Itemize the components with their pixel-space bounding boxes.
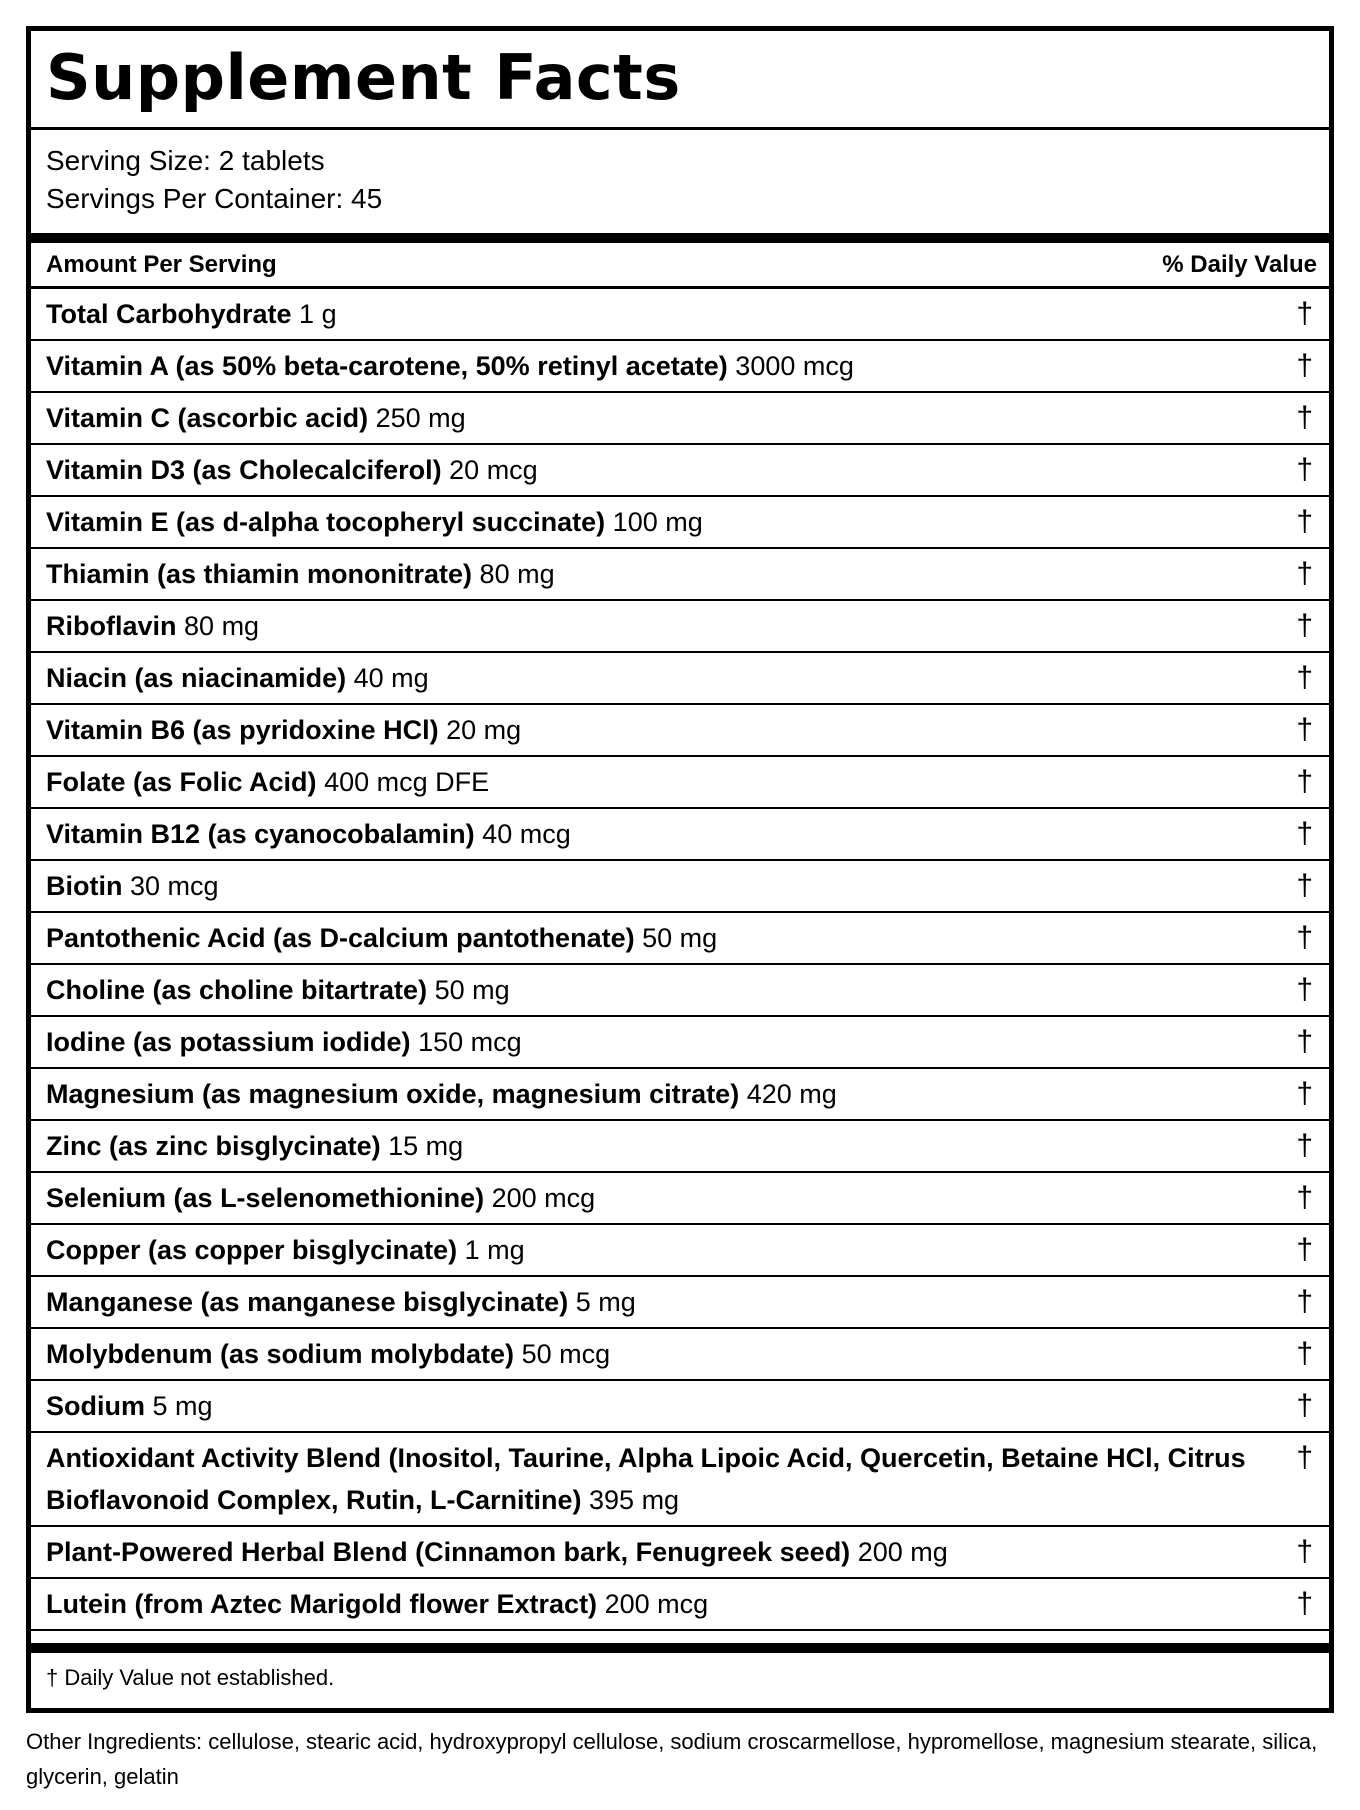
nutrient-row — [31, 653, 1329, 705]
nutrient-amount: 1 mg — [464, 1235, 525, 1265]
nutrient-text — [46, 818, 571, 850]
nutrient-name: Molybdenum (as sodium molybdate) — [46, 1339, 515, 1369]
nutrient-text — [46, 1078, 837, 1110]
nutrient-amount: 200 mcg — [491, 1183, 596, 1213]
nutrient-name: Riboflavin — [46, 611, 177, 641]
daily-value-dagger: † — [1296, 1285, 1313, 1318]
nutrient-amount: 15 mg — [388, 1131, 464, 1161]
nutrient-name: Total Carbohydrate — [46, 299, 292, 329]
thick-divider-top — [31, 233, 1329, 243]
nutrient-name: Magnesium (as magnesium oxide, magnesium citrate) — [46, 1079, 740, 1109]
nutrient-name: Vitamin C (ascorbic acid) — [46, 403, 369, 433]
daily-value-dagger: † — [1296, 297, 1313, 330]
nutrient-text — [46, 714, 521, 746]
nutrient-row — [31, 497, 1329, 549]
daily-value-dagger: † — [1296, 973, 1313, 1006]
daily-value-dagger: † — [1296, 661, 1313, 694]
nutrient-row — [31, 601, 1329, 653]
nutrient-amount: 40 mcg — [482, 819, 571, 849]
nutrient-name: Niacin (as niacinamide) — [46, 663, 347, 693]
nutrient-amount: 100 mg — [612, 507, 703, 537]
nutrient-row — [31, 965, 1329, 1017]
daily-value-dagger: † — [1296, 349, 1313, 382]
nutrient-row — [31, 289, 1329, 341]
nutrient-text — [46, 1536, 948, 1568]
panel-title: Supplement Facts — [31, 31, 1329, 130]
nutrient-text — [46, 1286, 636, 1318]
nutrient-name: Vitamin B6 (as pyridoxine HCl) — [46, 715, 439, 745]
nutrient-name: Vitamin A (as 50% beta-carotene, 50% retinyl acetate) — [46, 351, 728, 381]
nutrient-amount: 20 mg — [446, 715, 522, 745]
daily-value-dagger: † — [1296, 1233, 1313, 1266]
nutrient-row — [31, 1579, 1329, 1631]
nutrient-amount: 200 mg — [857, 1537, 948, 1567]
nutrient-name: Pantothenic Acid (as D-calcium pantothenate) — [46, 923, 635, 953]
nutrient-name: Selenium (as L-selenomethionine) — [46, 1183, 485, 1213]
nutrient-name: Vitamin E (as d-alpha tocopheryl succinate) — [46, 507, 606, 537]
nutrient-text — [46, 1182, 595, 1214]
nutrient-row — [31, 1277, 1329, 1329]
nutrient-row — [31, 1121, 1329, 1173]
daily-value-dagger: † — [1296, 713, 1313, 746]
daily-value-dagger: † — [1296, 765, 1313, 798]
nutrient-name: Vitamin B12 (as cyanocobalamin) — [46, 819, 475, 849]
nutrient-name: Sodium — [46, 1391, 145, 1421]
serving-size: Serving Size: 2 tablets — [46, 145, 325, 176]
serving-info — [31, 130, 1329, 233]
nutrient-amount: 50 mg — [434, 975, 510, 1005]
nutrient-row — [31, 1381, 1329, 1433]
daily-value-dagger: † — [1296, 869, 1313, 902]
daily-value-dagger: † — [1296, 1181, 1313, 1214]
nutrient-text — [46, 298, 337, 330]
nutrient-text — [46, 1026, 522, 1058]
daily-value-dagger: † — [1296, 1389, 1313, 1422]
nutrient-amount: 1 g — [299, 299, 337, 329]
daily-value-dagger: † — [1296, 557, 1313, 590]
nutrient-row — [31, 1225, 1329, 1277]
daily-value-dagger: † — [1296, 505, 1313, 538]
nutrient-text — [46, 662, 429, 694]
nutrient-text — [46, 454, 538, 486]
daily-value-dagger: † — [1296, 1441, 1313, 1474]
other-ingredients: Other Ingredients: cellulose, stearic acid, hydroxypropyl cellulose, sodium croscarmellose, hypromellose, magnesium stearate, silica, glycerin, gelatin — [26, 1729, 1318, 1789]
nutrient-name: Choline (as choline bitartrate) — [46, 975, 428, 1005]
nutrient-list — [31, 289, 1329, 1631]
footnote: † Daily Value not established. — [46, 1665, 335, 1690]
nutrient-amount: 3000 mcg — [735, 351, 854, 381]
nutrient-row — [31, 1527, 1329, 1579]
daily-value-header: % Daily Value — [1162, 250, 1317, 278]
nutrient-text — [46, 558, 555, 590]
nutrient-name: Copper (as copper bisglycinate) — [46, 1235, 458, 1265]
servings-per-container: Servings Per Container: 45 — [46, 183, 383, 214]
nutrient-amount: 395 mg — [589, 1485, 680, 1515]
nutrient-row — [31, 1069, 1329, 1121]
nutrient-row — [31, 705, 1329, 757]
nutrient-row — [31, 341, 1329, 393]
nutrient-row — [31, 757, 1329, 809]
nutrient-row — [31, 913, 1329, 965]
nutrient-name: Manganese (as manganese bisglycinate) — [46, 1287, 569, 1317]
nutrient-text — [46, 506, 703, 538]
nutrient-text — [46, 1437, 1288, 1521]
thick-divider-bottom — [31, 1643, 1329, 1653]
nutrient-row — [31, 393, 1329, 445]
nutrient-text — [46, 1338, 610, 1370]
nutrient-amount: 200 mcg — [604, 1589, 709, 1619]
nutrient-amount: 420 mg — [746, 1079, 837, 1109]
daily-value-dagger: † — [1296, 453, 1313, 486]
supplement-facts-panel — [26, 26, 1334, 1713]
nutrient-amount: 400 mcg DFE — [324, 767, 490, 797]
nutrient-text — [46, 610, 259, 642]
nutrient-text — [46, 766, 489, 798]
nutrient-row — [31, 1433, 1329, 1527]
nutrient-name: Vitamin D3 (as Cholecalciferol) — [46, 455, 442, 485]
nutrient-amount: 150 mcg — [418, 1027, 522, 1057]
nutrient-amount: 50 mg — [642, 923, 718, 953]
nutrient-text — [46, 1588, 708, 1620]
nutrient-name: Plant-Powered Herbal Blend (Cinnamon bark, Fenugreek seed) — [46, 1537, 851, 1567]
nutrient-name: Antioxidant Activity Blend (Inositol, Taurine, Alpha Lipoic Acid, Quercetin, Betaine HCl, Citrus Bioflavonoid Complex, Rutin, L-Carnitine) — [46, 1443, 1246, 1515]
daily-value-dagger: † — [1296, 1129, 1313, 1162]
daily-value-dagger: † — [1296, 1535, 1313, 1568]
nutrient-name: Lutein (from Aztec Marigold flower Extract) — [46, 1589, 598, 1619]
column-header-row — [31, 243, 1329, 289]
nutrient-text — [46, 402, 466, 434]
nutrient-row — [31, 445, 1329, 497]
nutrient-name: Biotin — [46, 871, 123, 901]
nutrient-amount: 5 mg — [152, 1391, 213, 1421]
nutrient-row — [31, 549, 1329, 601]
nutrient-text — [46, 1390, 213, 1422]
nutrient-amount: 80 mg — [184, 611, 260, 641]
nutrient-amount: 250 mg — [375, 403, 466, 433]
daily-value-dagger: † — [1296, 1077, 1313, 1110]
daily-value-dagger: † — [1296, 817, 1313, 850]
daily-value-dagger: † — [1296, 1587, 1313, 1620]
nutrient-text — [46, 974, 510, 1006]
nutrient-amount: 20 mcg — [449, 455, 538, 485]
daily-value-dagger: † — [1296, 921, 1313, 954]
nutrient-text — [46, 1234, 525, 1266]
daily-value-dagger: † — [1296, 1337, 1313, 1370]
nutrient-text — [46, 870, 219, 902]
daily-value-dagger: † — [1296, 1025, 1313, 1058]
nutrient-row — [31, 1017, 1329, 1069]
nutrient-row — [31, 809, 1329, 861]
nutrient-row — [31, 1173, 1329, 1225]
daily-value-dagger: † — [1296, 401, 1313, 434]
nutrient-row — [31, 861, 1329, 913]
nutrient-text — [46, 922, 717, 954]
nutrient-row — [31, 1329, 1329, 1381]
daily-value-dagger: † — [1296, 609, 1313, 642]
nutrient-amount: 5 mg — [575, 1287, 636, 1317]
nutrient-name: Thiamin (as thiamin mononitrate) — [46, 559, 473, 589]
nutrient-amount: 30 mcg — [130, 871, 219, 901]
amount-per-serving-header: Amount Per Serving — [46, 250, 277, 278]
nutrient-amount: 50 mcg — [521, 1339, 611, 1369]
nutrient-text — [46, 1130, 463, 1162]
nutrient-name: Iodine (as potassium iodide) — [46, 1027, 411, 1057]
nutrient-amount: 40 mg — [353, 663, 429, 693]
nutrient-amount: 80 mg — [479, 559, 555, 589]
nutrient-name: Folate (as Folic Acid) — [46, 767, 317, 797]
spacer — [31, 1631, 1329, 1643]
nutrient-name: Zinc (as zinc bisglycinate) — [46, 1131, 381, 1161]
nutrient-text — [46, 350, 854, 382]
